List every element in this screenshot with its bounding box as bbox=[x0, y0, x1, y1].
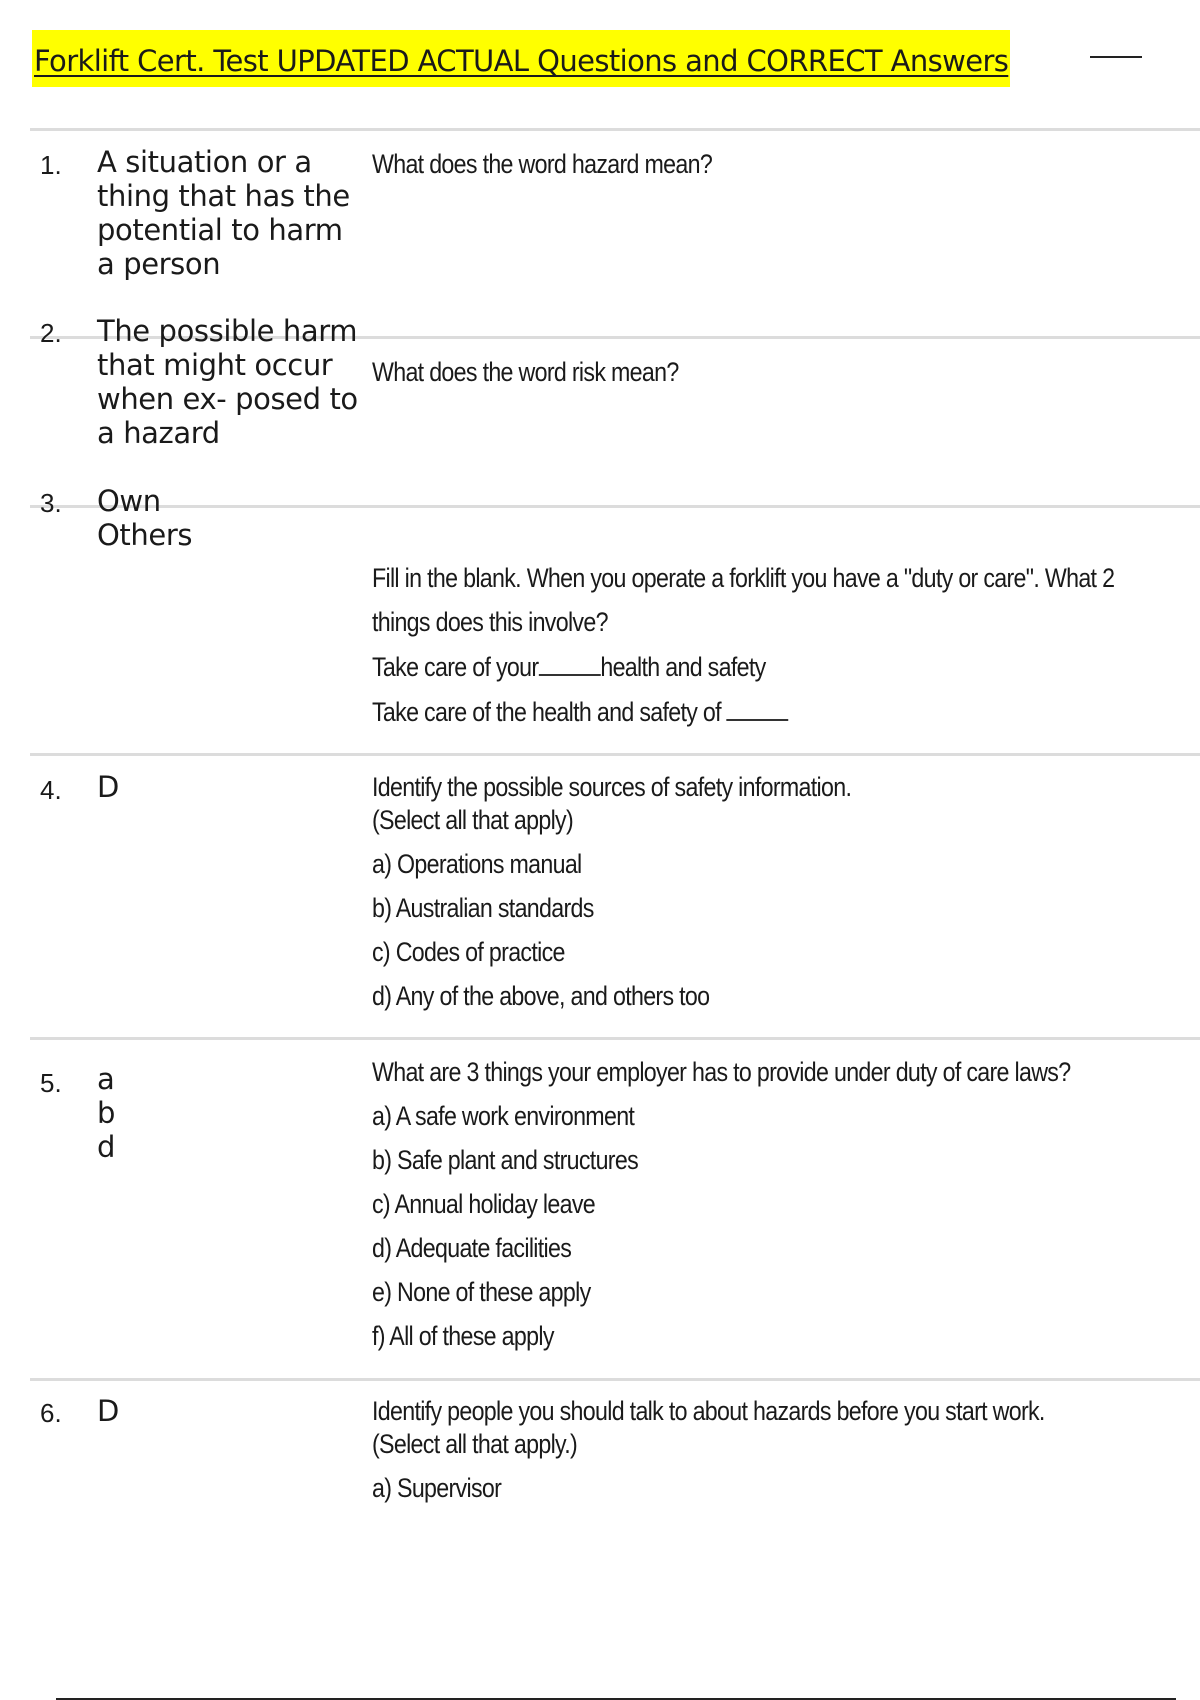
question-line: (Select all that apply.) bbox=[372, 1429, 578, 1459]
question-text bbox=[372, 771, 1060, 1013]
answer-line: b bbox=[97, 1096, 116, 1130]
question-line: (Select all that apply) bbox=[372, 805, 574, 835]
question-line: What are 3 things your employer has to provide under duty of care laws? bbox=[372, 1057, 1071, 1087]
blank-field bbox=[538, 650, 600, 676]
question-line: things does this involve? bbox=[372, 607, 608, 637]
answer-line: a bbox=[97, 1062, 115, 1096]
option: a) Supervisor bbox=[372, 1473, 502, 1503]
divider bbox=[30, 1378, 1200, 1381]
fill-blank-line bbox=[372, 695, 1060, 729]
divider bbox=[30, 1037, 1200, 1040]
question-number: 5. bbox=[40, 1068, 62, 1098]
blank-field bbox=[727, 695, 789, 721]
question-line: Fill in the blank. When you operate a forklift you have a "duty or care". What 2 bbox=[372, 563, 1115, 593]
document-title: Forklift Cert. Test UPDATED ACTUAL Questions and CORRECT Answers bbox=[32, 30, 1010, 87]
question-number: 3. bbox=[40, 488, 62, 518]
question-number: 1. bbox=[40, 150, 62, 180]
option: b) Safe plant and structures bbox=[372, 1145, 638, 1175]
answer-text: D bbox=[97, 770, 119, 804]
blank-prefix: Take care of your bbox=[372, 652, 539, 682]
blank-suffix: health and safety bbox=[600, 652, 766, 682]
title-trailing-rule bbox=[1090, 56, 1142, 58]
question-number: 4. bbox=[40, 775, 62, 805]
answer-text: D bbox=[97, 1394, 119, 1428]
option: c) Codes of practice bbox=[372, 937, 565, 967]
question-number: 6. bbox=[40, 1398, 62, 1428]
fill-blank-line bbox=[372, 650, 1060, 684]
option: d) Any of the above, and others too bbox=[372, 981, 710, 1011]
option: e) None of these apply bbox=[372, 1277, 591, 1307]
answer-list bbox=[97, 1062, 367, 1164]
answer-line: d bbox=[97, 1130, 116, 1164]
answer-list bbox=[97, 484, 367, 552]
answer-text: The possible harm that might occur when ex- posed to a hazard bbox=[97, 314, 358, 450]
divider bbox=[30, 753, 1200, 756]
question-text bbox=[372, 1395, 1060, 1505]
question-number: 2. bbox=[40, 318, 62, 348]
question-text: What does the word hazard mean? bbox=[372, 149, 713, 179]
document-header bbox=[32, 30, 1010, 87]
blank-prefix: Take care of the health and safety of bbox=[372, 697, 721, 727]
question-text: What does the word risk mean? bbox=[372, 357, 679, 387]
question-text bbox=[372, 1056, 1071, 1353]
option: b) Australian standards bbox=[372, 893, 594, 923]
option: c) Annual holiday leave bbox=[372, 1189, 595, 1219]
question-line: Identify people you should talk to about hazards before you start work. bbox=[372, 1396, 1045, 1426]
option: d) Adequate facilities bbox=[372, 1233, 572, 1263]
answer-text: A situation or a thing that has the potential to harm a person bbox=[97, 145, 350, 281]
option: a) Operations manual bbox=[372, 849, 582, 879]
question-line: Identify the possible sources of safety information. bbox=[372, 772, 852, 802]
option: a) A safe work environment bbox=[372, 1101, 635, 1131]
answer-line: Own bbox=[97, 484, 161, 518]
option: f) All of these apply bbox=[372, 1321, 554, 1351]
divider bbox=[30, 128, 1200, 131]
answer-line: Others bbox=[97, 518, 193, 552]
question-text bbox=[372, 562, 1115, 729]
